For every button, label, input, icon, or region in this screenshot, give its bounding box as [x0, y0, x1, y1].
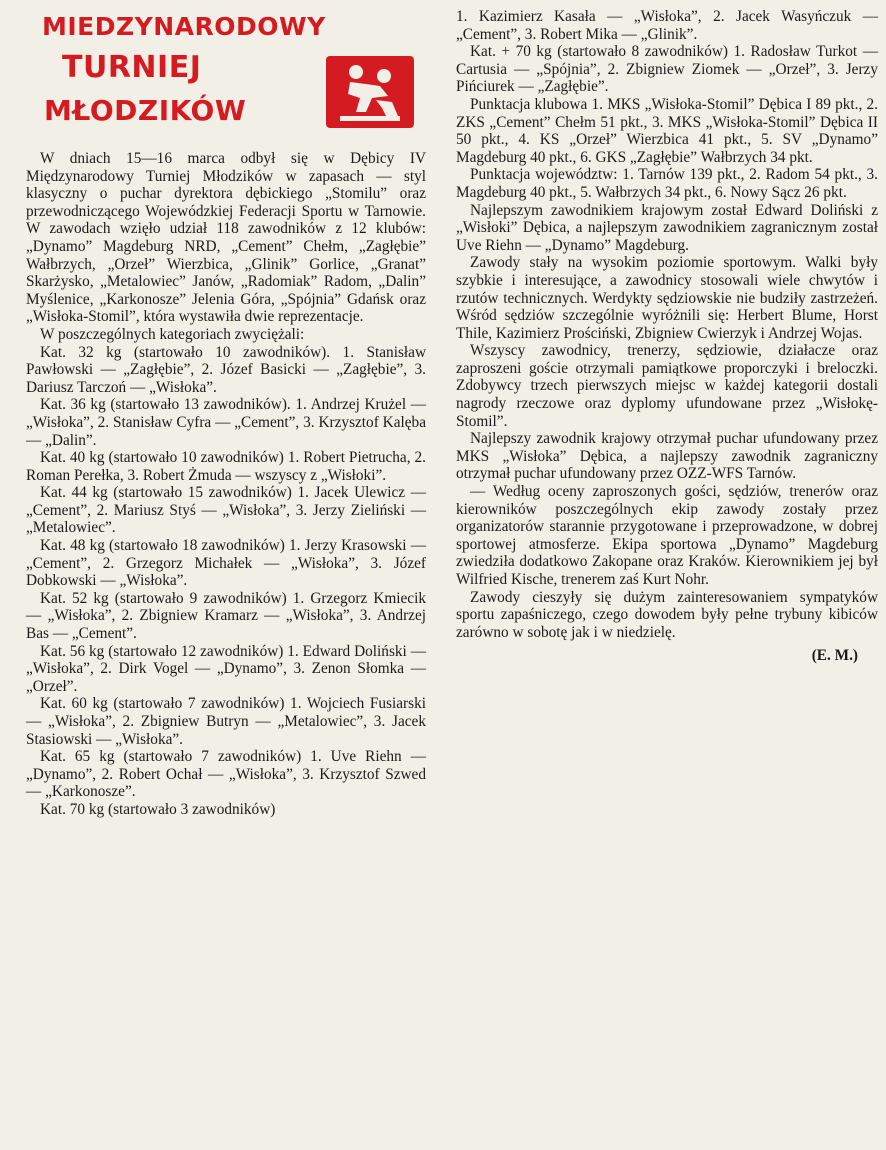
author-signature: (E. M.)	[811, 647, 858, 665]
paragraph-kat-70: Kat. 70 kg (startowało 3 zawodników)	[40, 800, 276, 818]
title-line-3: MŁODZIKÓW	[44, 94, 247, 127]
title-line-2: TURNIEJ	[62, 50, 202, 85]
paragraph-region-ranking: Punktacja województw: 1. Tarnów 139 pkt., 2. Radom 54 pkt., 3. Magdeburg 40 pkt., 5. Wałbrzych 34 pkt., 6. Nowy Sącz 26 pkt.	[456, 166, 878, 201]
right-column	[456, 8, 878, 665]
paragraph-club-ranking: Punktacja klubowa 1. MKS „Wisłoka-Stomil” Dębica I 89 pkt., 2. ZKS „Cement” Chełm 51 pkt., 3. MKS „Wisłoka-Stomil” Dębica II 50 pkt., 4. KS „Orzeł” Wierzbica 41 pkt., 5. SV „Dynamo” Magdeburg 40 pkt., 6. GKS „Zagłębie” Wałbrzych 34 pkt.	[456, 95, 878, 166]
paragraph-kat-70-cont: 1. Kazimierz Kasała — „Wisłoka”, 2. Jacek Wasyńczuk — „Cement”, 3. Robert Mika — „Glinik”.	[456, 8, 878, 43]
paragraph-level: Zawody stały na wysokim poziomie sportowym. Walki były szybkie i interesujące, a zawodnicy stosowali wiele chwytów i rzutów technicznych. Werdykty sędziowskie nie budziły zastrzeżeń. Wśród sędziów szczególnie wyróżnili się: Herbert Blume, Horst Thile, Kazimierz Prościński, Zbigniew Cwierzyk i Andrzej Wojas.	[456, 254, 878, 342]
paragraph-intro: W dniach 15—16 marca odbył się w Dębicy IV Międzynarodowy Turniej Młodzików w zapasach — styl klasyczny o puchar dyrektora dębickiego „Stomilu” oraz przewodniczącego Wojewódzkiej Federacji Sportu w Tarnowie. W zawodach wzięło udział 118 zawodników z 12 klubów: „Dynamo” Magdeburg NRD, „Cement” Chełm, „Zagłębie” Wałbrzych, „Orzeł” Wierzbica, „Glinik” Gorlice, „Granat” Skarżysko, „Metalowiec” Janów, „Radomiak” Radom, „Dalin” Myślenice, „Karkonosze” Jelenia Góra, „Spójnia” Gdańsk oraz „Wisłoka-Stomil”, która wystawiła dwie reprezentacje.	[26, 150, 426, 326]
paragraph-prizes: Wszyscy zawodnicy, trenerzy, sędziowie, działacze oraz zaproszeni goście otrzymali pamiątkowe proporczyki i breloczki. Zdobywcy trzech pierwszych miejsc w każdej kategorii dostali nagrody rzeczowe oraz dyplomy ufundowane przez „Wisłokę-Stomil”.	[456, 342, 878, 430]
paragraph-kat-56: Kat. 56 kg (startowało 12 zawodników) 1. Edward Doliński — „Wisłoka”, 2. Dirk Vogel — „Dynamo”, 3. Zenon Słomka — „Orzeł”.	[26, 642, 426, 695]
paragraph-kat-65: Kat. 65 kg (startowało 7 zawodników) 1. Uve Riehn — „Dynamo”, 2. Robert Ochał — „Wisłoka”, 3. Krzysztof Szwed — „Karkonosze”.	[26, 748, 426, 801]
paragraph-kat-32: Kat. 32 kg (startowało 10 zawodników). 1. Stanisław Pawłowski — „Zagłębie”, 2. Józef Basicki — „Zagłębie”, 3. Dariusz Tarczoń — „Wisłoka”.	[26, 343, 426, 396]
paragraph-kat-60: Kat. 60 kg (startowało 7 zawodników) 1. Wojciech Fusiarski — „Wisłoka”, 2. Zbigniew Butryn — „Metalowiec”, 3. Jacek Stasiowski — „Wisłoka”.	[26, 695, 426, 748]
left-column	[26, 150, 426, 819]
paragraph-kat-70plus: Kat. + 70 kg (startowało 8 zawodników) 1. Radosław Turkot — Cartusia — „Spójnia”, 2. Zbigniew Ziomek — „Orzeł”, 3. Jerzy Pińciurek — „Zagłębie”.	[456, 43, 878, 96]
paragraph-kat-40: Kat. 40 kg (startowało 10 zawodników) 1. Robert Pietrucha, 2. Roman Perełka, 3. Robert Żmuda — wszyscy z „Wisłoki”.	[26, 449, 426, 484]
paragraph-kat-48: Kat. 48 kg (startowało 18 zawodników) 1. Jerzy Krasowski — „Cement”, 2. Grzegorz Michałek — „Wisłoka”, 3. Józef Dobkowski — „Wisłoka”.	[26, 537, 426, 590]
title-line-1: MIEDZYNARODOWY	[42, 12, 326, 41]
paragraph-opinion: — Według oceny zaproszonych gości, sędziów, trenerów oraz kierowników poszczególnych ekip zawody zostały przez organizatorów starannie przygotowane i przeprowadzone, w dobrej sportowej atmosferze. Ekipa sportowa „Dynamo” Magdeburg zwiedziła dodatkowo Zakopane oraz Kraków. Kierownikiem jej był Wilfried Kische, trenerem zaś Kurt Nohr.	[456, 483, 878, 588]
paragraph-audience: Zawody cieszyły się dużym zainteresowaniem sympatyków sportu zapaśniczego, czego dowodem były pełne trybuny kibiców zarówno w sobotę jak i w niedzielę.	[456, 588, 878, 641]
paragraph-kat-52: Kat. 52 kg (startowało 9 zawodników) 1. Grzegorz Kmiecik — „Wisłoka”, 2. Zbigniew Kramarz — „Wisłoka”, 3. Andrzej Bas — „Cement”.	[26, 589, 426, 643]
wrestlers-icon	[326, 56, 414, 128]
article-header	[26, 12, 426, 148]
paragraph-cups: Najlepszy zawodnik krajowy otrzymał puchar ufundowany przez MKS „Wisłoka” Dębica, a najlepszy zawodnik zagraniczny otrzymał puchar ufundowany przez OZZ-WFS Tarnów.	[456, 430, 878, 483]
paragraph-kat-36: Kat. 36 kg (startowało 13 zawodników). 1. Andrzej Krużel — „Wisłoka”, 2. Stanisław Cyfra — „Cement”, 3. Krzysztof Kalęba — „Dalin”.	[26, 396, 426, 449]
paragraph-kat-44: Kat. 44 kg (startowało 15 zawodników) 1. Jacek Ulewicz — „Cement”, 2. Mariusz Styś — „Wisłoka”, 3. Jerzy Zieliński — „Metalowiec”.	[26, 484, 426, 537]
paragraph-winners-intro: W poszczególnych kategoriach zwyciężali:	[40, 325, 305, 343]
paragraph-best-competitors: Najlepszym zawodnikiem krajowym został Edward Doliński z „Wisłoki” Dębica, a najlepszym zawodnikiem zagranicznym został Uve Riehn — „Dynamo” Magdeburg.	[456, 201, 878, 254]
